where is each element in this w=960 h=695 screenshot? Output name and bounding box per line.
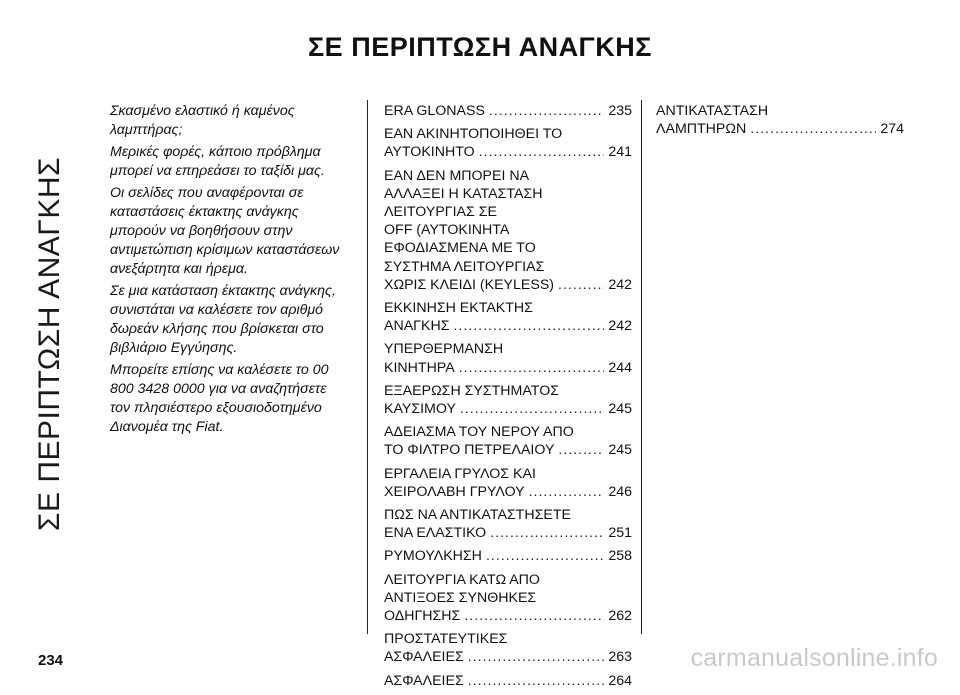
dot-leader	[558, 441, 604, 459]
toc-page-number: 242	[608, 276, 632, 293]
toc-entry-label: ΕΝΑ ΕΛΑΣΤΙΚΟ	[384, 525, 487, 542]
toc-page-number: 274	[880, 121, 904, 138]
toc-entry-label: ΟΔΗΓΗΣΗΣ	[384, 608, 461, 625]
toc-entry[interactable]	[384, 465, 632, 501]
toc-entry[interactable]	[384, 672, 632, 690]
toc-page-number: 244	[608, 359, 632, 376]
dot-leader	[468, 648, 605, 666]
dot-leader	[453, 317, 604, 335]
page-number: 234	[38, 652, 64, 669]
intro-paragraph: Σε μια κατάσταση έκτακτης ανάγκης, συνιστάται να καλέσετε τον αριθμό δωρεάν κλήσης που βρίσκεται στο βιβλιάριο Εγγύησης.	[110, 283, 336, 356]
toc-entry-label: ΧΕΙΡΟΛΑΒΗ ΓΡΥΛΟΥ	[384, 483, 525, 500]
toc-entry-title: ΑΝΤΙΚΑΤΑΣΤΑΣΗ	[656, 103, 769, 119]
intro-paragraph: Σκασμένο ελαστικό ή καμένος λαμπτήρας;	[110, 103, 295, 138]
page-title: ΣΕ ΠΕΡΙΠΤΩΣΗ ΑΝΑΓΚΗΣ	[307, 32, 652, 62]
toc-page-number: 251	[608, 525, 632, 542]
toc-entry[interactable]	[384, 299, 632, 335]
toc-page-number: 263	[608, 649, 632, 666]
toc-entry-line	[384, 143, 632, 161]
toc-entry-label: ΡΥΜΟΥΛΚΗΣΗ	[384, 548, 482, 565]
toc-entry-title: ΕΑΝ ΑΚΙΝΗΤΟΠΟΙΗΘΕΙ ΤΟ	[384, 126, 563, 143]
dot-leader	[460, 400, 604, 418]
toc-entry-title: ΕΚΚΙΝΗΣΗ ΕΚΤΑΚΤΗΣ	[384, 300, 533, 317]
toc-entry-line	[384, 547, 632, 565]
toc-entry-label: ΑΥΤΟΚΙΝΗΤΟ	[384, 144, 475, 161]
intro-paragraph: Μερικές φορές, κάποιο πρόβλημα μπορεί να επηρεάσει το ταξίδι μας.	[110, 144, 325, 179]
column-divider	[641, 100, 642, 634]
dot-leader	[486, 547, 604, 565]
intro-text	[110, 102, 348, 440]
dot-leader	[459, 359, 605, 377]
toc-entry[interactable]	[384, 630, 632, 666]
toc-column-b	[656, 102, 904, 143]
toc-entry-label: ΑΝΑΓΚΗΣ	[384, 318, 450, 335]
dot-leader	[558, 276, 604, 294]
toc-entry-line	[384, 441, 632, 459]
dot-leader	[468, 672, 605, 690]
toc-column-a	[384, 102, 632, 695]
side-chapter-title: ΣΕ ΠΕΡΙΠΤΩΣΗ ΑΝΑΓΚΗΣ	[33, 156, 66, 532]
toc-entry-title: ΠΩΣ ΝΑ ΑΝΤΙΚΑΤΑΣΤΗΣΕΤΕ	[384, 507, 571, 524]
watermark: carmanualsonline.info	[690, 644, 938, 672]
toc-entry-line	[656, 120, 904, 138]
toc-entry-line	[384, 276, 632, 294]
toc-page-number: 241	[608, 144, 632, 161]
toc-entry-title: ΕΑΝ ΔΕΝ ΜΠΟΡΕΙ ΝΑ ΑΛΛΑΞΕΙ Η ΚΑΤΑΣΤΑΣΗ ΛΕΙΤΟΥΡΓΙΑΣ ΣΕ OFF (ΑΥΤΟΚΙΝΗΤΑ ΕΦΟΔΙΑΣΜΕΝΑ ΜΕ ΤΟ ΣΥΣΤΗΜΑ ΛΕΙΤΟΥΡΓΙΑΣ	[384, 167, 545, 275]
toc-entry-label: ΛΑΜΠΤΗΡΩΝ	[656, 121, 747, 138]
intro-paragraph: Οι σελίδες που αναφέρονται σε καταστάσεις έκτακτης ανάγκης μπορούν να βοηθήσουν στην αντιμετώπιση κρίσιμων καταστάσεων ανεξάρτητα και ήρεμα.	[110, 185, 340, 277]
toc-entry-line	[384, 317, 632, 335]
toc-page-number: 242	[608, 318, 632, 335]
toc-entry[interactable]	[384, 571, 632, 626]
dot-leader	[489, 102, 604, 120]
dot-leader	[479, 143, 605, 161]
toc-entry-line	[384, 102, 632, 120]
toc-entry-line	[384, 524, 632, 542]
toc-entry-label: ΧΩΡΙΣ ΚΛΕΙΔΙ (KEYLESS)	[384, 276, 555, 293]
toc-entry-title: ΕΞΑΕΡΩΣΗ ΣΥΣΤΗΜΑΤΟΣ	[384, 382, 559, 399]
toc-entry-line	[384, 400, 632, 418]
toc-entry[interactable]	[656, 102, 904, 138]
intro-paragraph: Μπορείτε επίσης να καλέσετε το 00 800 3428 0000 για να αναζητήσετε τον πλησιέστερο εξουσιοδοτημένο Διανομέα της Fiat.	[110, 362, 329, 435]
toc-entry-title: ΛΕΙΤΟΥΡΓΙΑ ΚΑΤΩ ΑΠΟ ΑΝΤΙΞΟΕΣ ΣΥΝΘΗΚΕΣ	[384, 571, 540, 606]
dot-leader	[750, 120, 876, 138]
dot-leader	[464, 607, 604, 625]
toc-entry[interactable]	[384, 547, 632, 565]
toc-entry[interactable]	[384, 340, 632, 376]
toc-entry-label: ERA GLONASS	[384, 103, 485, 119]
toc-entry-line	[384, 607, 632, 625]
column-divider	[367, 100, 368, 634]
dot-leader	[529, 483, 605, 501]
toc-entry-label: ΚΑΥΣΙΜΟΥ	[384, 401, 456, 418]
toc-entry-title: ΠΡΟΣΤΑΤΕΥΤΙΚΕΣ	[384, 631, 508, 648]
toc-page-number: 235	[608, 103, 632, 119]
toc-entry[interactable]	[384, 125, 632, 161]
toc-page-number: 258	[608, 548, 632, 565]
toc-entry-line	[384, 359, 632, 377]
toc-entry-title: ΑΔΕΙΑΣΜΑ ΤΟΥ ΝΕΡΟΥ ΑΠΟ	[384, 424, 574, 441]
toc-entry-line	[384, 648, 632, 666]
toc-page-number: 245	[608, 442, 632, 459]
toc-page-number: 262	[608, 608, 632, 625]
toc-entry[interactable]	[384, 506, 632, 542]
toc-entry-label: ΤΟ ΦΙΛΤΡΟ ΠΕΤΡΕΛΑΙΟΥ	[384, 442, 555, 459]
toc-entry[interactable]	[384, 382, 632, 418]
toc-page-number: 246	[608, 483, 632, 500]
toc-entry[interactable]	[384, 102, 632, 120]
toc-entry[interactable]	[384, 167, 632, 294]
toc-page-number: 245	[608, 401, 632, 418]
toc-entry-label: ΑΣΦΑΛΕΙΕΣ	[384, 672, 464, 689]
toc-entry-title: ΕΡΓΑΛΕΙΑ ΓΡΥΛΟΣ ΚΑΙ	[384, 465, 536, 482]
toc-entry-label: ΚΙΝΗΤΗΡΑ	[384, 359, 455, 376]
toc-entry-title: ΥΠΕΡΘΕΡΜΑΝΣΗ	[384, 341, 504, 358]
toc-entry[interactable]	[384, 423, 632, 459]
dot-leader	[490, 524, 604, 542]
toc-entry-label: ΑΣΦΑΛΕΙΕΣ	[384, 649, 464, 666]
toc-entry-line	[384, 483, 632, 501]
toc-page-number: 264	[608, 672, 632, 689]
toc-entry-line	[384, 672, 632, 690]
